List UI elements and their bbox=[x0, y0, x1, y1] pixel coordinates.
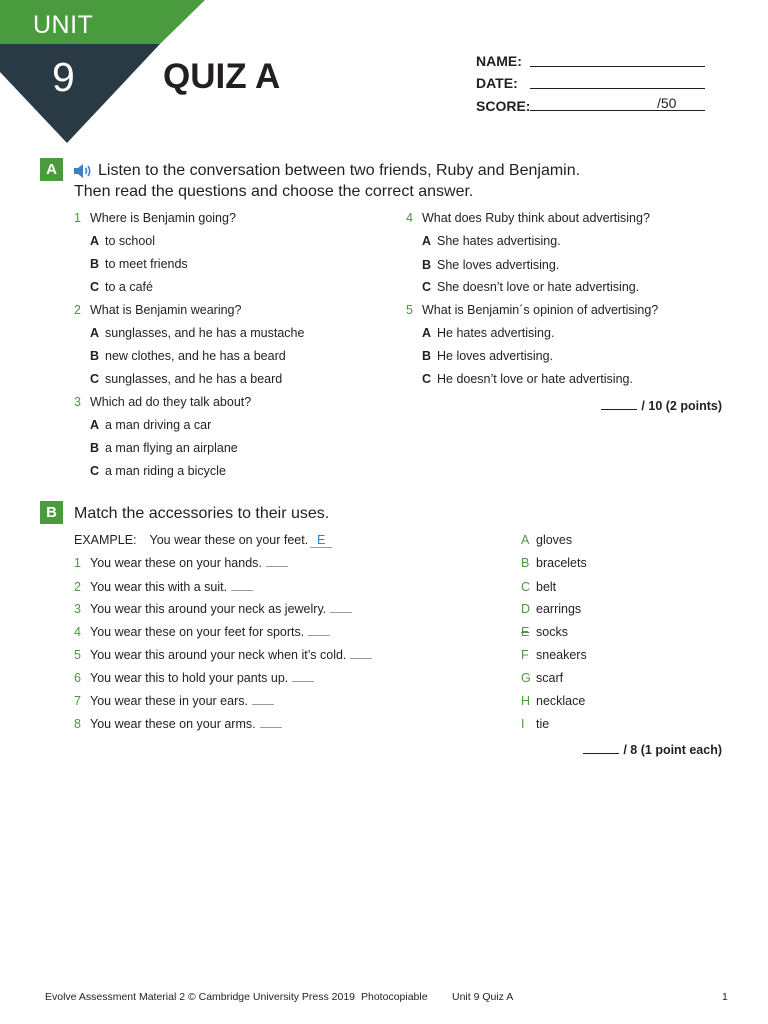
footer-copyright: Evolve Assessment Material 2 © Cambridge University Press 2019 bbox=[45, 991, 356, 1003]
option-1c[interactable]: C to a café bbox=[90, 280, 153, 294]
option-5a[interactable]: A He hates advertising. bbox=[422, 326, 555, 340]
unit-number: 9 bbox=[52, 54, 75, 100]
answer-blank-5[interactable] bbox=[350, 649, 372, 659]
answer-blank-4[interactable] bbox=[308, 626, 330, 636]
answer-blank-6[interactable] bbox=[292, 672, 314, 682]
option-5b[interactable]: B He loves advertising. bbox=[422, 349, 554, 363]
option-1a[interactable]: A to school bbox=[90, 234, 156, 248]
example-answer: E bbox=[310, 533, 332, 548]
option-3b[interactable]: B a man flying an airplane bbox=[90, 441, 238, 455]
section-b-score-blank[interactable] bbox=[583, 744, 619, 754]
match-item-6: 6 You wear this to hold your pants up. bbox=[74, 671, 314, 685]
answer-blank-8[interactable] bbox=[260, 718, 282, 728]
question-2: 2 What is Benjamin wearing? bbox=[74, 303, 242, 317]
match-item-4: 4 You wear these on your feet for sports. bbox=[74, 625, 330, 639]
option-2b[interactable]: B new clothes, and he has a beard bbox=[90, 349, 286, 363]
name-label: NAME: bbox=[476, 53, 522, 69]
date-field[interactable] bbox=[530, 88, 705, 89]
option-2a[interactable]: A sunglasses, and he has a mustache bbox=[90, 326, 305, 340]
answer-blank-1[interactable] bbox=[266, 557, 288, 567]
section-a-score-blank[interactable] bbox=[601, 400, 637, 410]
footer-quiz-ref: Unit 9 Quiz A bbox=[452, 991, 514, 1003]
answer-blank-2[interactable] bbox=[231, 581, 253, 591]
option-4c[interactable]: C She doesn’t love or hate advertising. bbox=[422, 280, 640, 294]
example-row: EXAMPLE: You wear these on your feet. E bbox=[74, 533, 332, 548]
page-title: QUIZ A bbox=[163, 57, 281, 96]
answer-blank-3[interactable] bbox=[330, 603, 352, 613]
match-item-8: 8 You wear these on your arms. bbox=[74, 717, 282, 731]
question-3: 3 Which ad do they talk about? bbox=[74, 395, 252, 409]
unit-banner bbox=[0, 0, 205, 45]
match-item-1: 1 You wear these on your hands. bbox=[74, 556, 288, 570]
option-3a[interactable]: A a man driving a car bbox=[90, 418, 212, 432]
answer-option-d: D earrings bbox=[521, 602, 582, 616]
section-a-instruction-line1: Listen to the conversation between two friends, Ruby and Benjamin. bbox=[98, 162, 581, 179]
answer-blank-7[interactable] bbox=[252, 695, 274, 705]
score-field[interactable] bbox=[530, 110, 705, 111]
answer-option-g: G scarf bbox=[521, 671, 564, 685]
section-a-badge: A bbox=[40, 158, 63, 181]
score-total: /50 bbox=[657, 95, 677, 111]
section-a-instruction-line2: Then read the questions and choose the correct answer. bbox=[74, 183, 474, 200]
score-label: SCORE: bbox=[476, 98, 531, 114]
unit-label: UNIT bbox=[33, 11, 94, 39]
answer-option-f: F sneakers bbox=[521, 648, 587, 662]
section-b-instruction: Match the accessories to their uses. bbox=[74, 505, 330, 522]
option-4b[interactable]: B She loves advertising. bbox=[422, 258, 560, 272]
match-item-3: 3 You wear this around your neck as jewelry. bbox=[74, 602, 352, 616]
answer-option-a: A gloves bbox=[521, 533, 573, 547]
section-b-badge: B bbox=[40, 501, 63, 524]
date-label: DATE: bbox=[476, 75, 518, 91]
option-1b[interactable]: B to meet friends bbox=[90, 257, 188, 271]
option-2c[interactable]: C sunglasses, and he has a beard bbox=[90, 372, 283, 386]
answer-option-i: I tie bbox=[521, 717, 550, 731]
option-4a[interactable]: A She hates advertising. bbox=[422, 234, 561, 248]
option-3c[interactable]: C a man riding a bicycle bbox=[90, 464, 226, 478]
question-5: 5 What is Benjamin´s opinion of advertising? bbox=[406, 303, 659, 317]
question-1: 1 Where is Benjamin going? bbox=[74, 211, 236, 225]
answer-option-b: B bracelets bbox=[521, 556, 587, 570]
answer-option-h: H necklace bbox=[521, 694, 586, 708]
section-b-score: / 8 (1 point each) bbox=[583, 743, 722, 757]
footer-photocopiable: Photocopiable bbox=[361, 991, 428, 1003]
match-item-7: 7 You wear these in your ears. bbox=[74, 694, 274, 708]
section-a-score: / 10 (2 points) bbox=[601, 399, 722, 413]
name-field[interactable] bbox=[530, 66, 705, 67]
page-number: 1 bbox=[722, 991, 728, 1003]
answer-option-e: E socks bbox=[521, 625, 568, 639]
match-item-5: 5 You wear this around your neck when it’s cold. bbox=[74, 648, 372, 662]
match-item-2: 2 You wear this with a suit. bbox=[74, 580, 253, 594]
answer-option-c: C belt bbox=[521, 580, 557, 594]
option-5c[interactable]: C He doesn’t love or hate advertising. bbox=[422, 372, 633, 386]
question-4: 4 What does Ruby think about advertising? bbox=[406, 211, 650, 225]
